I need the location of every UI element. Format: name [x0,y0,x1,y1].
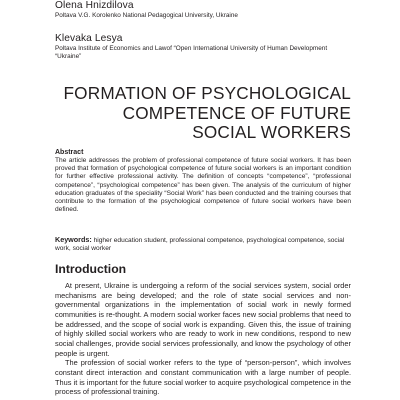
keywords-label: Keywords: [55,235,92,244]
keywords [55,236,351,253]
body-paragraph: At present, Ukraine is undergoing a reform of the social services system, social order mechanisms are being developed; and the role of state social services and non-governmental organizations in the implementation of social work in newly formed communities is re-thought. A modern social worker faces new social problems that need to be addressed, and the scope of social work is expanding. Given this, the issue of training of highly skilled social workers who are ready to work in new conditions, respond to new social challenges, provide social services professionally, and know the psychology of other people is urgent. [55,281,351,358]
author-affiliation: Poltava Institute of Economics and Lawof “Open International University of Human Development “Ukraine” [55,45,328,60]
body-paragraph: The profession of social worker refers to the type of “person-person”, which involves constant direct interaction and constant communication with a large number of people. Thus it is important for the future social worker to acquire psychological competence in the process of professional training. [55,358,351,397]
author-affiliation: Poltava V.G. Korolenko National Pedagogical University, Ukraine [55,12,238,19]
author-block-2 [55,33,351,61]
author-name: Klevaka Lesya [55,33,123,44]
abstract-heading: Abstract [55,149,84,156]
keywords-text: higher education student, professional competence, psychological competence, social work, social worker [55,237,345,253]
introduction-body [55,281,351,397]
paper-page [55,0,351,400]
abstract-text: The article addresses the problem of professional competence of future social workers. It has been proved that formation of psychological competence of future social workers is an important condition for further effective professional activity. The definition of concepts “competence”, “professional competence”, “psychological competence” has been given. The analysis of the curriculum of higher education graduates of the speciality “Social Work” has been conducted and the training courses that contribute to the formation of the psychological competence of future social workers have been defined. [55,157,351,214]
paper-title: FORMATION OF PSYCHOLOGICAL COMPETENCE OF FUTURE SOCIAL WORKERS [63,83,351,142]
author-block-1 [55,0,351,20]
author-name: Olena Hnizdilova [55,0,134,11]
introduction-heading: Introduction [55,262,127,276]
